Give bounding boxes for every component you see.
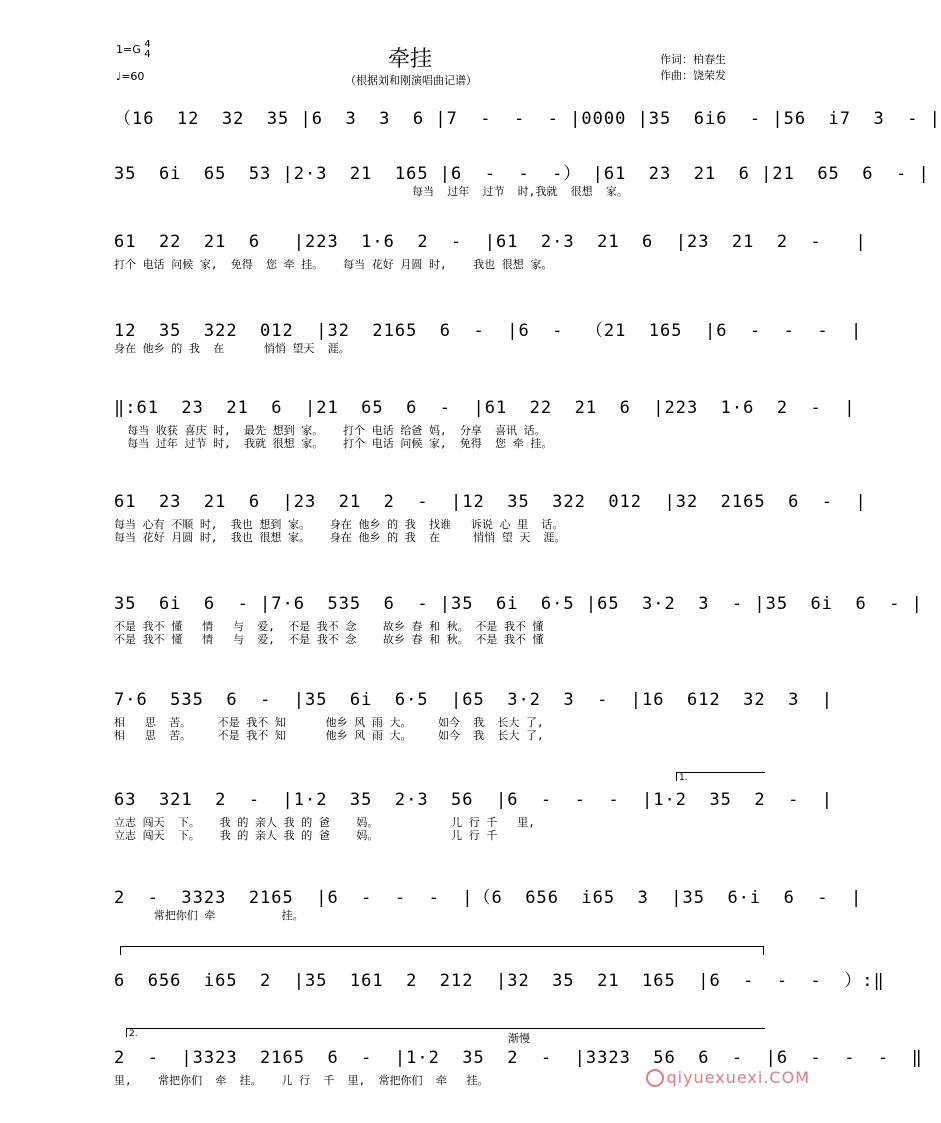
lyric-line-2: 立志 闯天 下。 我 的 亲人 我 的 爸 妈。 儿 行 千	[114, 829, 498, 842]
lyric-line-2: 相 思 苦。 不是 我不 知 他乡 风 雨 大。 如今 我 长大 了,	[114, 729, 544, 742]
notation-line: 35 6i 65 53 |2·3 21 165 |6 - - -） |61 23 21 6 |21 65 6 - |	[114, 164, 930, 184]
notation-line: （16 12 32 35 |6 3 3 6 |7 - - - |0000 |35 6i6 - |56 i7 3 - |	[114, 109, 941, 129]
notation-line: 2 - 3323 2165 |6 - - - |（6 656 i65 3 |35 6·i 6 - |	[114, 888, 863, 908]
key-label: 1=G	[116, 43, 141, 56]
notation-line: 61 23 21 6 |23 21 2 - |12 35 322 012 |32 2165 6 - |	[114, 492, 867, 512]
lyric-line-1: 每当 过年 过节 时,我就 很想 家。	[114, 185, 628, 198]
notation-line: 6 656 i65 2 |35 161 2 212 |32 35 21 165 |6 - - - ）:‖	[114, 971, 885, 991]
lyric-line-1: 里, 常把你们 牵 挂。 儿 行 千 里, 常把你们 牵 挂。	[114, 1074, 489, 1087]
tempo-mark: ♩=60	[116, 70, 145, 83]
time-signature	[144, 40, 150, 60]
watermark	[646, 1068, 810, 1088]
lyric-line-1: 常把你们 牵 挂。	[114, 909, 304, 922]
notation-line: 63 321 2 - |1·2 35 2·3 56 |6 - - - |1·2 35 2 - |	[114, 790, 834, 810]
notation-line: ‖:61 23 21 6 |21 65 6 - |61 22 21 6 |223 1·6 2 - |	[114, 398, 856, 418]
notation-line: 61 22 21 6 |223 1·6 2 - |61 2·3 21 6 |23 21 2 - |	[114, 232, 867, 252]
lyricist: 作词：柏春生	[660, 53, 726, 66]
notation-line: 12 35 322 012 |32 2165 6 - |6 - （21 165 |6 - - - |	[114, 321, 863, 341]
song-title: 牵挂	[388, 47, 433, 72]
watermark-text: qiyuexuexi.COM	[666, 1067, 810, 1087]
composer: 作曲：饶荣发	[660, 69, 726, 82]
time-denominator: 4	[144, 49, 151, 60]
lyric-line-1: 每当 心有 不顺 时, 我也 想到 家。 身在 他乡 的 我 找谁 诉说 心 里 话。	[114, 518, 564, 531]
lyric-line-1: 打个 电话 问候 家, 免得 您 牵 挂。 每当 花好 月圆 时, 我也 很想 家。	[114, 258, 553, 271]
slowing-mark: 渐慢	[508, 1032, 530, 1045]
repeat-bracket	[120, 946, 764, 955]
lyric-line-1: 相 思 苦。 不是 我不 知 他乡 风 雨 大。 如今 我 长大 了,	[114, 716, 544, 729]
song-subtitle: （根据刘和刚演唱曲记谱）	[345, 74, 477, 87]
credits	[660, 52, 726, 84]
notation-line: 7·6 535 6 - |35 6i 6·5 |65 3·2 3 - |16 612 32 3 |	[114, 690, 834, 710]
time-numerator: 4	[144, 39, 151, 50]
lyric-line-2: 每当 过年 过节 时, 我就 很想 家。 打个 电话 问候 家, 免得 您 牵 挂。	[114, 437, 553, 450]
notation-line: 2 - |3323 2165 6 - |1·2 35 2 - |3323 56 6 - |6 - - - ‖	[114, 1048, 923, 1068]
lyric-line-1: 立志 闯天 下。 我 的 亲人 我 的 爸 妈。 儿 行 千 里,	[114, 816, 535, 829]
volta-1-bracket: 1.	[676, 772, 765, 781]
lyric-line-1: 不是 我不 懂 情 与 爱, 不是 我不 念 故乡 春 和 秋。 不是 我不 懂	[114, 620, 544, 633]
watermark-logo-icon	[646, 1069, 664, 1087]
lyric-line-1: 每当 收获 喜庆 时, 最先 想到 家。 打个 电话 给爸 妈, 分享 喜讯 话。	[114, 424, 546, 437]
lyric-line-1: 身在 他乡 的 我 在 悄悄 望天 涯。	[114, 342, 350, 355]
volta-2-bracket: 2.	[126, 1028, 765, 1037]
notation-line: 35 6i 6 - |7·6 535 6 - |35 6i 6·5 |65 3·2 3 - |35 6i 6 - |	[114, 594, 923, 614]
lyric-line-2: 每当 花好 月圆 时, 我也 很想 家。 身在 他乡 的 我 在 悄悄 望 天 涯。	[114, 531, 566, 544]
key-signature	[116, 40, 151, 60]
lyric-line-2: 不是 我不 懂 情 与 爱, 不是 我不 念 故乡 春 和 秋。 不是 我不 懂	[114, 633, 544, 646]
